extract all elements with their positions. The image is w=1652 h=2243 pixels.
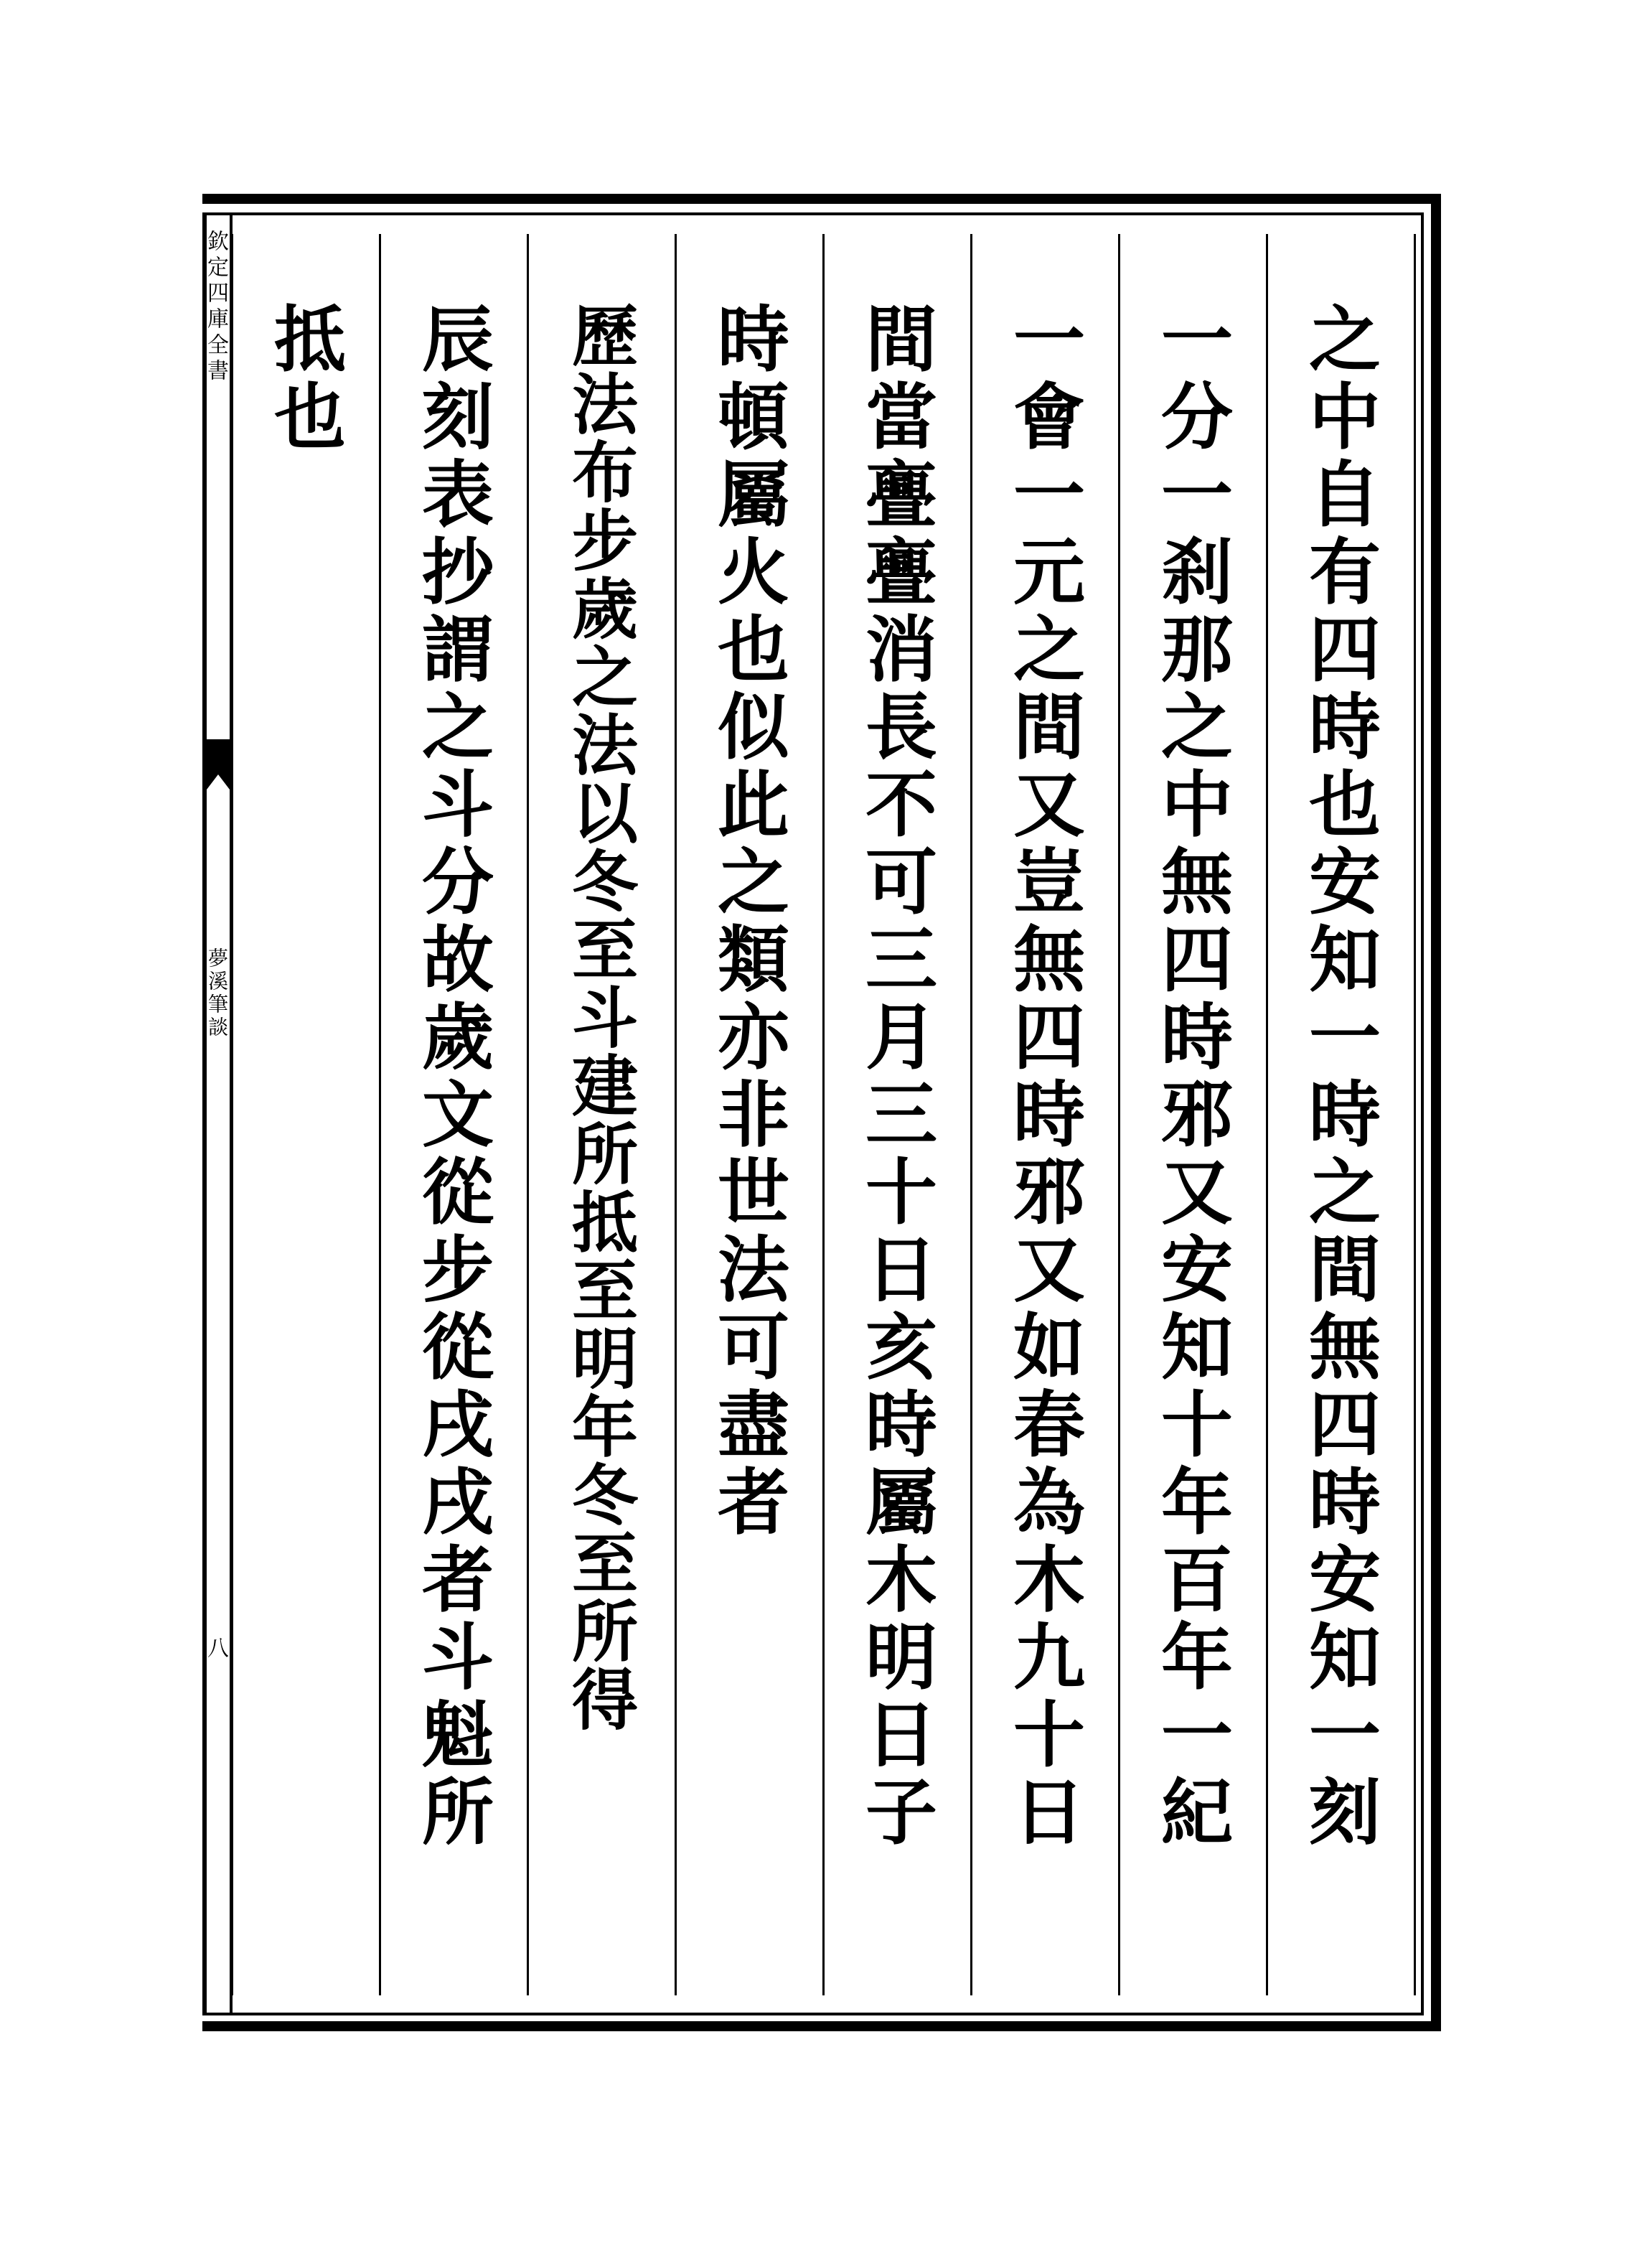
text-column-3: 一會一元之間又豈無四時邪又如春為木九十日 — [1001, 301, 1086, 1852]
margin-border — [202, 212, 207, 2015]
column-divider — [527, 234, 529, 1995]
margin-page-number: 八 — [203, 1636, 228, 1658]
text-column-7: 辰刻表抄謂之斗分故歲文從步從戌戌者斗魁所 — [410, 301, 494, 1852]
text-column-4: 間當亹亹消長不可三月三十日亥時屬木明日子 — [853, 301, 938, 1852]
margin-title: 夢溪筆談 — [205, 947, 229, 1039]
column-divider — [231, 234, 233, 1995]
text-column-5: 時頓屬火也似此之類亦非世法可盡者 — [705, 301, 790, 1542]
column-divider — [379, 234, 381, 1995]
text-column-2: 一分一刹那之中無四時邪又安知十年百年一紀 — [1149, 301, 1234, 1852]
text-column-1: 之中自有四時也安知一時之間無四時安知一刻 — [1297, 301, 1381, 1852]
column-divider — [970, 234, 972, 1995]
column-divider — [1118, 234, 1120, 1995]
column-divider — [1266, 234, 1268, 1995]
column-divider — [675, 234, 677, 1995]
margin-header: 欽定四庫全書 — [203, 230, 228, 385]
column-divider — [1414, 234, 1416, 1995]
page-frame-inner — [202, 212, 1424, 2015]
text-column-6: 歷法布步歲之法以冬至斗建所抵至明年冬至所得 — [561, 301, 639, 1733]
text-column-8: 抵也 — [262, 301, 347, 456]
column-divider — [822, 234, 825, 1995]
